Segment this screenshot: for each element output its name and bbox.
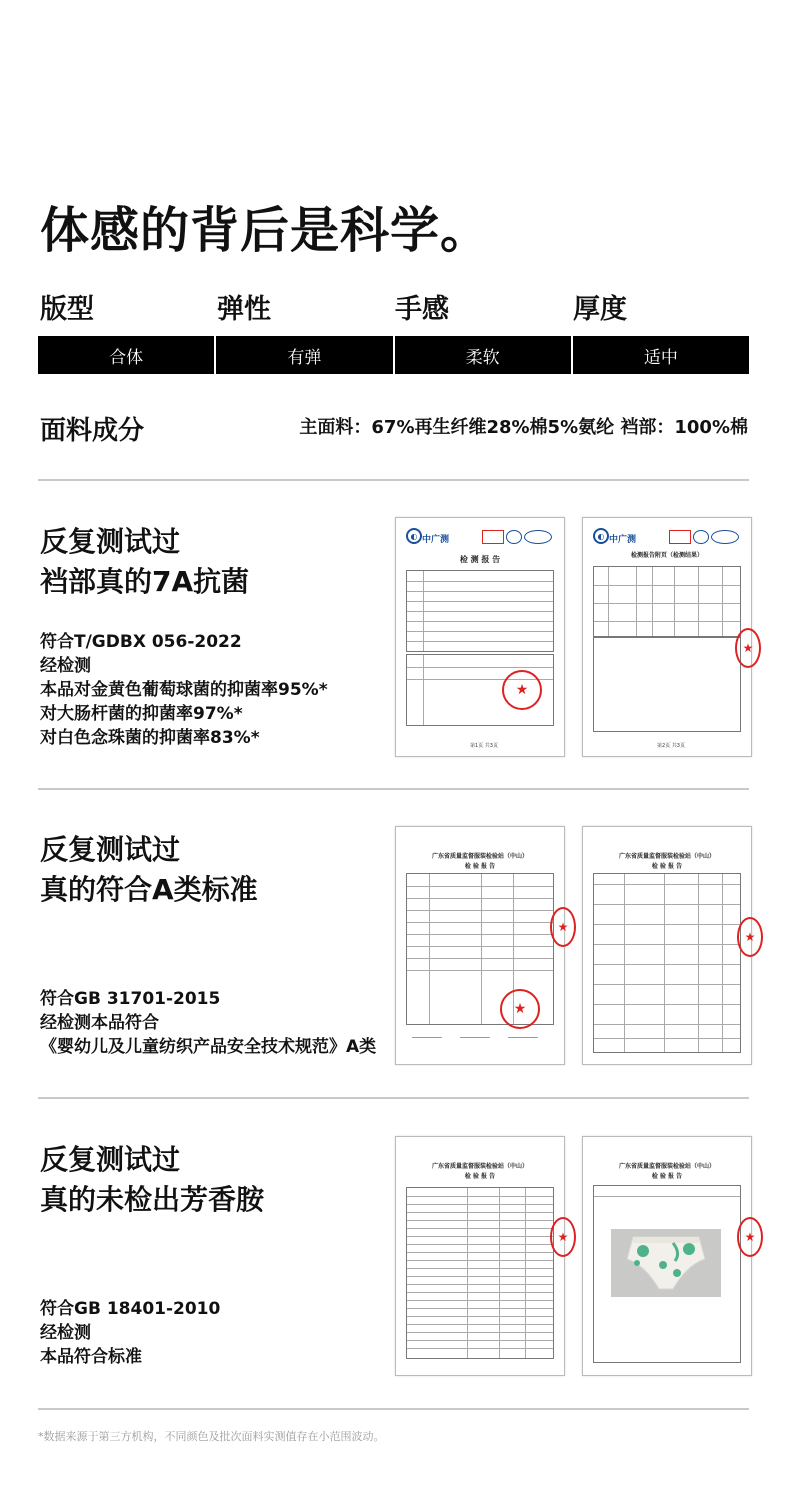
attr-value-thickness: 适中 xyxy=(573,336,749,374)
section-a-class-desc: 符合GB 31701-2015 经检测本品符合 《婴幼儿及儿童纺织产品安全技术规范》A类 xyxy=(40,989,377,1057)
brand-icon: ◐ xyxy=(406,528,422,544)
official-seal-icon: ★ xyxy=(500,989,540,1029)
report-subtitle: 检 验 报 告 xyxy=(464,1173,496,1180)
report-appendix-title: 检测报告附页（检测结果） xyxy=(630,552,703,559)
report-brand-logo: 中广测 xyxy=(609,535,637,545)
report-amine-table xyxy=(406,1187,554,1359)
report-blank-area xyxy=(593,636,741,732)
brand-icon: ◐ xyxy=(593,528,609,544)
section-amine-title: 反复测试过 真的未检出芳香胺 xyxy=(40,1143,265,1216)
report-subtitle: 检 验 报 告 xyxy=(464,863,496,870)
report-page-number: 第1页 共3页 xyxy=(470,743,498,749)
report-result-table xyxy=(593,566,741,638)
divider xyxy=(38,479,749,481)
report-title: 广东省质量监督服装检验站（中山） xyxy=(618,1163,715,1170)
seal-edge-icon: ★ xyxy=(735,628,761,668)
ilac-mark-icon xyxy=(506,530,522,544)
cnas-mark-icon xyxy=(711,530,739,544)
test-report-image xyxy=(395,517,565,757)
section-antibacterial-title: 反复测试过 裆部真的7A抗菌 xyxy=(40,525,250,598)
report-title: 广东省质量监督服装检验站（中山） xyxy=(431,1163,528,1170)
attr-label-hand-feel: 手感 xyxy=(395,294,449,325)
report-page-number: 第2页 共3页 xyxy=(657,743,685,749)
inspection-report-results-image xyxy=(582,826,756,1065)
divider xyxy=(38,1408,749,1410)
attr-label-elasticity: 弹性 xyxy=(217,294,271,325)
page-title: 体感的背后是科学。 xyxy=(40,202,491,259)
test-report-appendix-image xyxy=(582,517,752,757)
inspection-report-image xyxy=(395,826,569,1065)
seal-edge-icon: ★ xyxy=(737,917,763,957)
report-title: 检 测 报 告 xyxy=(459,555,501,564)
report-subtitle: 检 验 报 告 xyxy=(651,863,683,870)
fabric-title: 面料成分 xyxy=(40,416,145,446)
amine-report-image xyxy=(395,1136,569,1376)
report-title: 广东省质量监督服装检验站（中山） xyxy=(618,853,715,860)
divider xyxy=(38,1097,749,1099)
attr-value-fit: 合体 xyxy=(38,336,216,374)
attr-label-fit: 版型 xyxy=(40,294,94,325)
sample-photo-report-image xyxy=(582,1136,756,1376)
seal-edge-icon: ★ xyxy=(550,1217,576,1257)
seal-edge-icon: ★ xyxy=(737,1217,763,1257)
data-source-footnote: *数据来源于第三方机构，不同颜色及批次面料实测值存在小范围波动。 xyxy=(38,1430,385,1443)
sample-photo xyxy=(611,1229,721,1297)
cma-mark-icon xyxy=(482,530,504,544)
underwear-sample-icon xyxy=(611,1229,721,1297)
seal-edge-icon: ★ xyxy=(550,907,576,947)
section-antibacterial-desc: 符合T/GDBX 056-2022 经检测 本品对金黄色葡萄球菌的抑菌率95%* 对大肠杆菌的抑菌率97%* 对白色念珠菌的抑菌率83%* xyxy=(40,632,328,748)
cnas-mark-icon xyxy=(524,530,552,544)
fabric-composition: 主面料：67%再生纤维28%棉5%氨纶 裆部：100%棉 xyxy=(299,417,748,438)
report-info-table xyxy=(406,570,554,652)
section-a-class-title: 反复测试过 真的符合A类标准 xyxy=(40,833,258,906)
report-subtitle: 检 验 报 告 xyxy=(651,1173,683,1180)
official-seal-icon: ★ xyxy=(502,670,542,710)
report-title: 广东省质量监督服装检验站（中山） xyxy=(431,853,528,860)
attr-value-hand-feel: 柔软 xyxy=(395,336,573,374)
report-result-table xyxy=(593,873,741,1053)
attr-label-thickness: 厚度 xyxy=(573,294,627,325)
attr-value-elasticity: 有弹 xyxy=(216,336,394,374)
attribute-value-bar xyxy=(38,336,749,374)
divider xyxy=(38,788,749,790)
ilac-mark-icon xyxy=(693,530,709,544)
cma-mark-icon xyxy=(669,530,691,544)
section-amine-desc: 符合GB 18401-2010 经检测 本品符合标准 xyxy=(40,1299,221,1367)
report-brand-logo: 中广测 xyxy=(422,535,450,545)
